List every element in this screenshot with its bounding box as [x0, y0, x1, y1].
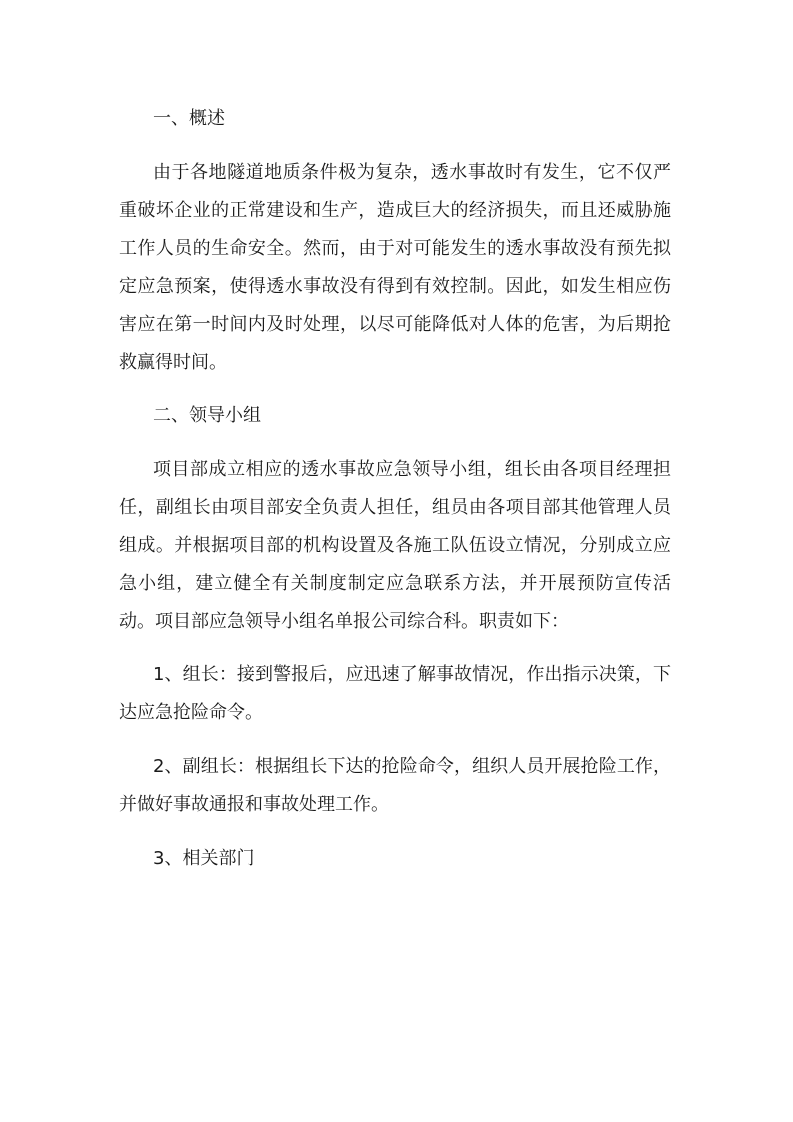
list-item-leader: 1、组长：接到警报后，应迅速了解事故情况，作出指示决策，下达应急抢险命令。 [119, 664, 671, 723]
paragraph-leadership-group: 项目部成立相应的透水事故应急领导小组，组长由各项目经理担任，副组长由项目部安全负责人担任，组员由各项目部其他管理人员组成。并根据项目部的机构设置及各施工队伍设立情况，分别成立应急小组，建立健全有关制度制定应急联系方法，并开展预防宣传活动。项目部应急领导小组名单报公司综合科。职责如下： [119, 459, 671, 632]
list-item-related-departments: 3、相关部门 [153, 848, 255, 869]
section-heading-leadership-group: 二、领导小组 [153, 405, 261, 426]
list-item-deputy-leader: 2、副组长：根据组长下达的抢险命令，组织人员开展抢险工作，并做好事故通报和事故处理工作。 [119, 756, 671, 815]
paragraph-overview: 由于各地隧道地质条件极为复杂，透水事故时有发生，它不仅严重破坏企业的正常建设和生产，造成巨大的经济损失，而且还威胁施工作人员的生命安全。然而，由于对可能发生的透水事故没有预先拟定应急预案，使得透水事故没有得到有效控制。因此，如发生相应伤害应在第一时间内及时处理，以尽可能降低对人体的危害，为后期抢救赢得时间。 [119, 162, 671, 373]
document-body [119, 100, 671, 878]
section-heading-overview: 一、概述 [153, 108, 225, 129]
